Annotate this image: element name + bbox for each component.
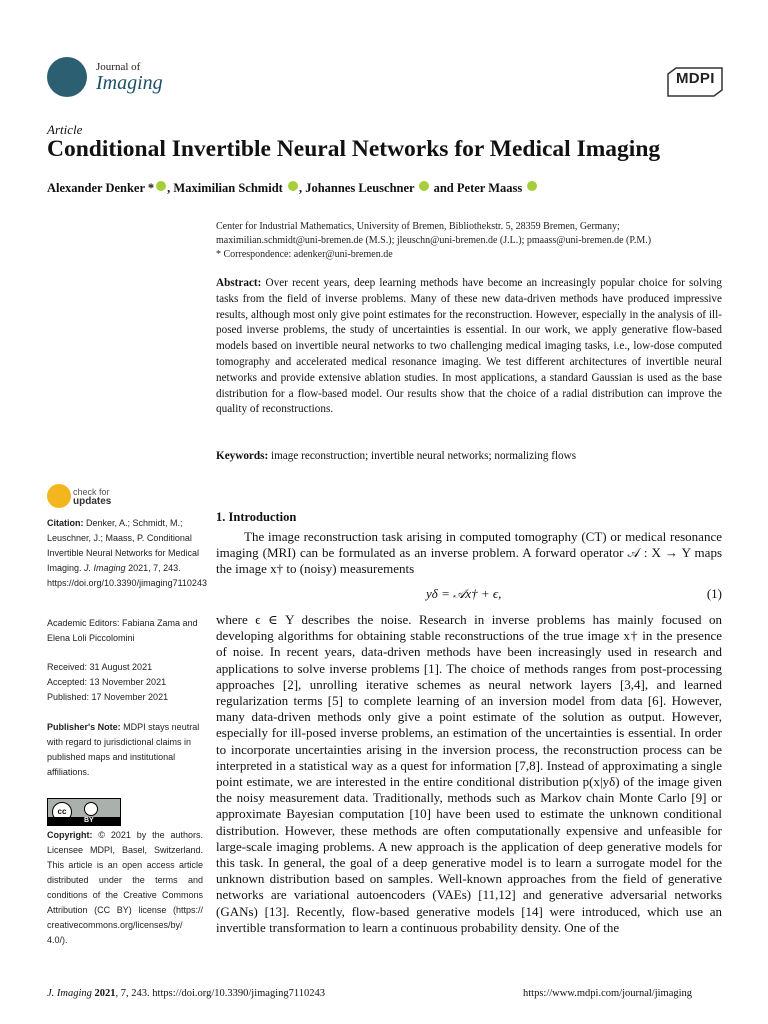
cc-by-license-icon[interactable]: cc BY — [47, 798, 121, 826]
journal-of-label: Journal of — [96, 61, 141, 73]
date-published: Published: 17 November 2021 — [47, 692, 169, 702]
check-for-updates-icon[interactable] — [47, 484, 71, 508]
equation-text: yδ = 𝒜x† + ϵ, — [426, 586, 502, 601]
publisher-note-label: Publisher's Note: — [47, 722, 121, 732]
abstract-label: Abstract: — [216, 277, 262, 289]
publisher-name: MDPI — [676, 70, 715, 87]
article-type: Article — [47, 122, 83, 137]
orcid-icon[interactable] — [527, 181, 537, 191]
citation-block — [47, 516, 207, 591]
citation-text: Denker, A.; Schmidt, M.; Leuschner, J.; Maass, P. Conditional Invertible Neural Networks for Medical Imaging. — [47, 518, 200, 573]
author-2[interactable]: , Maximilian Schmidt — [167, 181, 283, 195]
keywords — [216, 448, 722, 464]
copyright — [47, 828, 203, 948]
intro-paragraph-1: The image reconstruction task arising in computed tomography (CT) or medical resonance imaging (MRI) can be formulated as an inverse problem. A forward operator 𝒜 : X → Y maps the image x† to (noisy) measurements — [216, 529, 722, 577]
abstract-text: Over recent years, deep learning methods have become an increasingly popular choice for solving tasks from the field of inverse problems. Many of these new data-driven methods have produced impressive results, although most only give point estimates for the reconstruction. However, especially in the analysis of ill-posed inverse problems, the study of uncertainties is essential. In our work, we apply generative flow-based models based on invertible neural networks to two challenging medical imaging tasks, i.e., low-dose computed tomography and accelerated medical resonance imaging. We test different architectures of invertible neural networks and provide extensive ablation studies. In most applications, a standard Gaussian is used as the base distribution for a flow-based model. Our results show that the choice of a radial distribution can improve the quality of reconstructions. — [216, 277, 722, 416]
intro-paragraph-2: where ϵ ∈ Y describes the noise. Research in inverse problems has mainly focused on developing algorithms for obtaining stable reconstructions of the true image x† in the presence of noise. In recent years, data-driven methods have been increasingly used in research and applications to solve inverse problems [1]. The choice of methods ranges from post-processing approaches [2], unrolling iterative schemes as neural network layers [3,4], and learned regularization terms [5] to complete learning of an inversion model from data [6]. However, many data-driven methods only give a point estimate of the solution as output. However, especially for ill-posed inverse problems, an estimation of the uncertainties is essential. In order to incorporate uncertainties arising in the inversion process, the reconstruction process can be interpreted in a statistical way as a quest for information [7,8]. Instead of approximating a single point estimate, we are interested in the entire conditional distribution p(x|yδ) of the image given the noisy measurement data. Traditionally, methods such as Markov chain Monte Carlo [9] or approximate Bayesian computation [10] have been used to estimate the unknown conditional distribution. However, these methods are often computationally expensive and unfeasible for large-scale imaging problems. A new approach is the application of deep generative models for this task. In general, the goal of a deep generative model is to learn a surrogate model for the unknown distribution based on samples. Well-known approaches from the field of generative networks are variational autoencoders (VAEs) [11,12] and generative adversarial networks (GANs) [13]. Recently, flow-based generative models [14] were introduced, which use an invertible transformation to learn a continuous probability density. One of the — [216, 612, 722, 935]
author-4[interactable]: and Peter Maass — [433, 181, 523, 195]
correspondence: * Correspondence: adenker@uni-bremen.de — [216, 249, 393, 260]
keywords-label: Keywords: — [216, 450, 269, 462]
journal-logo-icon — [47, 57, 87, 97]
date-received: Received: 31 August 2021 — [47, 662, 153, 672]
check-updates-label-bold[interactable]: updates — [73, 496, 112, 507]
footer-citation — [47, 988, 325, 999]
orcid-icon[interactable] — [156, 181, 166, 191]
check-updates-label[interactable]: check for — [73, 487, 110, 497]
academic-editors: Academic Editors: Fabiana Zama and Elena Loli Piccolomini — [47, 618, 198, 643]
keywords-text: image reconstruction; invertible neural networks; normalizing flows — [271, 450, 577, 462]
footer-url[interactable]: https://www.mdpi.com/journal/jimaging — [523, 988, 693, 999]
publisher-note-text: MDPI stays neutral with regard to jurisdictional claims in published maps and institutional affiliations. — [47, 722, 200, 777]
journal-name: Imaging — [96, 72, 163, 94]
citation-journal: J. Imaging — [84, 563, 126, 573]
footer-doi[interactable]: , 7, 243. https://doi.org/10.3390/jimaging7110243 — [115, 988, 325, 999]
author-list — [47, 181, 538, 196]
cc-by-label: BY — [84, 817, 94, 824]
citation-label: Citation: — [47, 518, 84, 528]
section-heading: 1. Introduction — [216, 510, 297, 524]
affiliation-line: Center for Industrial Mathematics, University of Bremen, Bibliothekstr. 5, 28359 Bremen, Germany; — [216, 221, 620, 232]
author-3[interactable]: , Johannes Leuschner — [298, 181, 415, 195]
copyright-text: © 2021 by the authors. Licensee MDPI, Basel, Switzerland. This article is an open access article distributed under the terms and conditions of the Creative Commons Attribution (CC BY) license (https:// creativecommons.org/licenses/by/ 4.0/). — [47, 830, 203, 945]
affiliation-emails: maximilian.schmidt@uni-bremen.de (M.S.); jleuschn@uni-bremen.de (J.L.); pmaass@uni-bremen.de (P.M.) — [216, 235, 652, 246]
author-1[interactable]: Alexander Denker * — [47, 181, 155, 195]
date-accepted: Accepted: 13 November 2021 — [47, 677, 167, 687]
orcid-icon[interactable] — [419, 181, 429, 191]
publisher-note — [47, 720, 203, 780]
copyright-label: Copyright: — [47, 830, 93, 840]
footer-year: 2021 — [94, 988, 116, 999]
equation-number: (1) — [706, 586, 722, 601]
citation-doi[interactable]: 2021, 7, 243. https://doi.org/10.3390/jimaging7110243 — [47, 563, 207, 588]
abstract — [216, 276, 722, 418]
footer-journal: J. Imaging — [47, 988, 92, 999]
page-title: Conditional Invertible Neural Networks for Medical Imaging — [47, 136, 661, 162]
orcid-icon[interactable] — [288, 181, 298, 191]
